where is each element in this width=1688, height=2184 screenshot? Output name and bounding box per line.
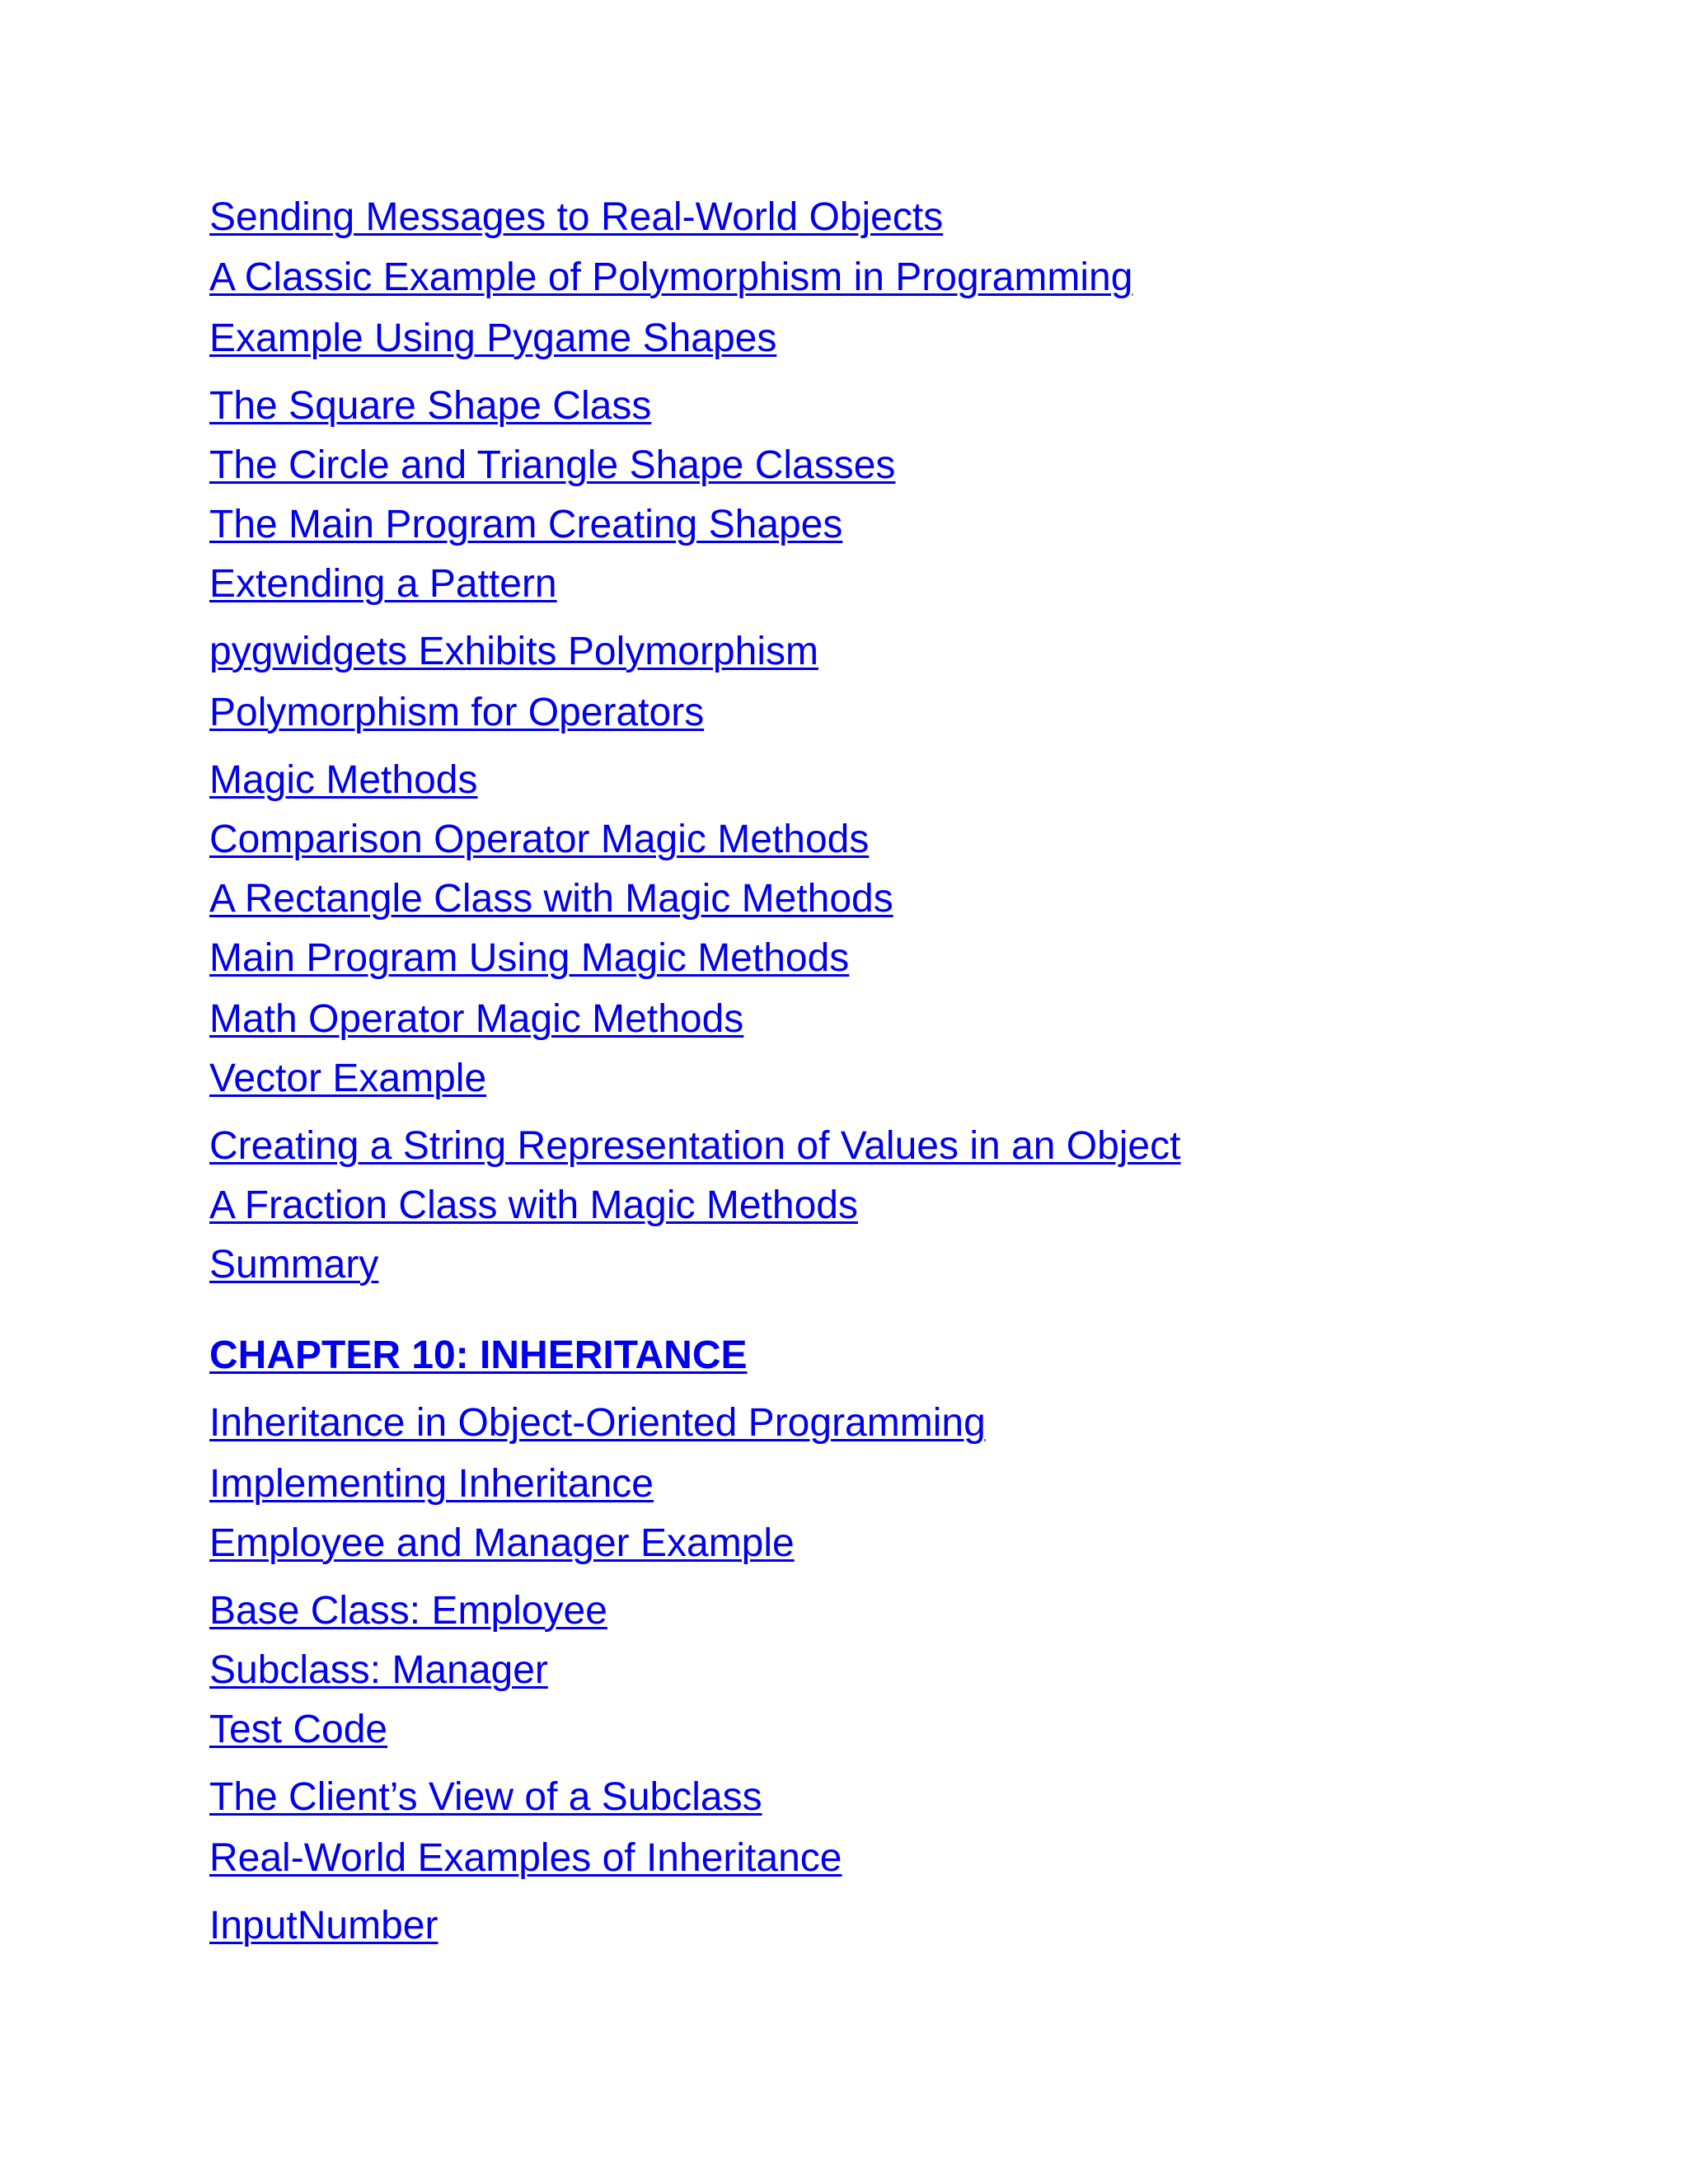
toc-link-extending-pattern[interactable]: Extending a Pattern [209,562,557,606]
toc-link-classic-polymorphism[interactable]: A Classic Example of Polymorphism in Programming [209,255,1133,299]
toc-link-real-world-inheritance[interactable]: Real-World Examples of Inheritance [209,1836,842,1880]
toc-link-rectangle-class[interactable]: A Rectangle Class with Magic Methods [209,877,893,921]
toc-link-vector-example[interactable]: Vector Example [209,1057,487,1100]
toc-link-circle-triangle-classes[interactable]: The Circle and Triangle Shape Classes [209,443,896,487]
toc-link-chapter-10[interactable]: CHAPTER 10: INHERITANCE [209,1333,748,1377]
toc-link-employee-manager[interactable]: Employee and Manager Example [209,1521,795,1565]
toc-link-string-representation[interactable]: Creating a String Representation of Values in an Object [209,1124,1181,1168]
toc-link-fraction-class[interactable]: A Fraction Class with Magic Methods [209,1183,858,1227]
toc-link-pygame-shapes[interactable]: Example Using Pygame Shapes [209,316,777,360]
toc-link-polymorphism-operators[interactable]: Polymorphism for Operators [209,691,705,734]
toc-link-magic-methods[interactable]: Magic Methods [209,758,478,802]
toc-link-test-code[interactable]: Test Code [209,1708,388,1751]
toc-link-math-operator[interactable]: Math Operator Magic Methods [209,997,744,1041]
toc-link-implementing-inheritance[interactable]: Implementing Inheritance [209,1462,654,1506]
toc-link-inputnumber[interactable]: InputNumber [209,1904,438,1947]
toc-link-subclass-manager[interactable]: Subclass: Manager [209,1648,548,1692]
toc-link-summary[interactable]: Summary [209,1243,379,1286]
toc-link-main-program-shapes[interactable]: The Main Program Creating Shapes [209,503,843,546]
toc-link-client-view-subclass[interactable]: The Client’s View of a Subclass [209,1775,762,1819]
table-of-contents [209,0,1611,2184]
toc-link-pygwidgets-polymorphism[interactable]: pygwidgets Exhibits Polymorphism [209,630,818,673]
toc-link-sending-messages[interactable]: Sending Messages to Real-World Objects [209,195,944,239]
toc-link-comparison-operator[interactable]: Comparison Operator Magic Methods [209,818,870,861]
toc-link-main-program-magic[interactable]: Main Program Using Magic Methods [209,936,850,980]
toc-link-square-shape-class[interactable]: The Square Shape Class [209,384,652,428]
toc-link-inheritance-oop[interactable]: Inheritance in Object-Oriented Programming [209,1401,986,1445]
toc-link-base-class-employee[interactable]: Base Class: Employee [209,1589,607,1633]
